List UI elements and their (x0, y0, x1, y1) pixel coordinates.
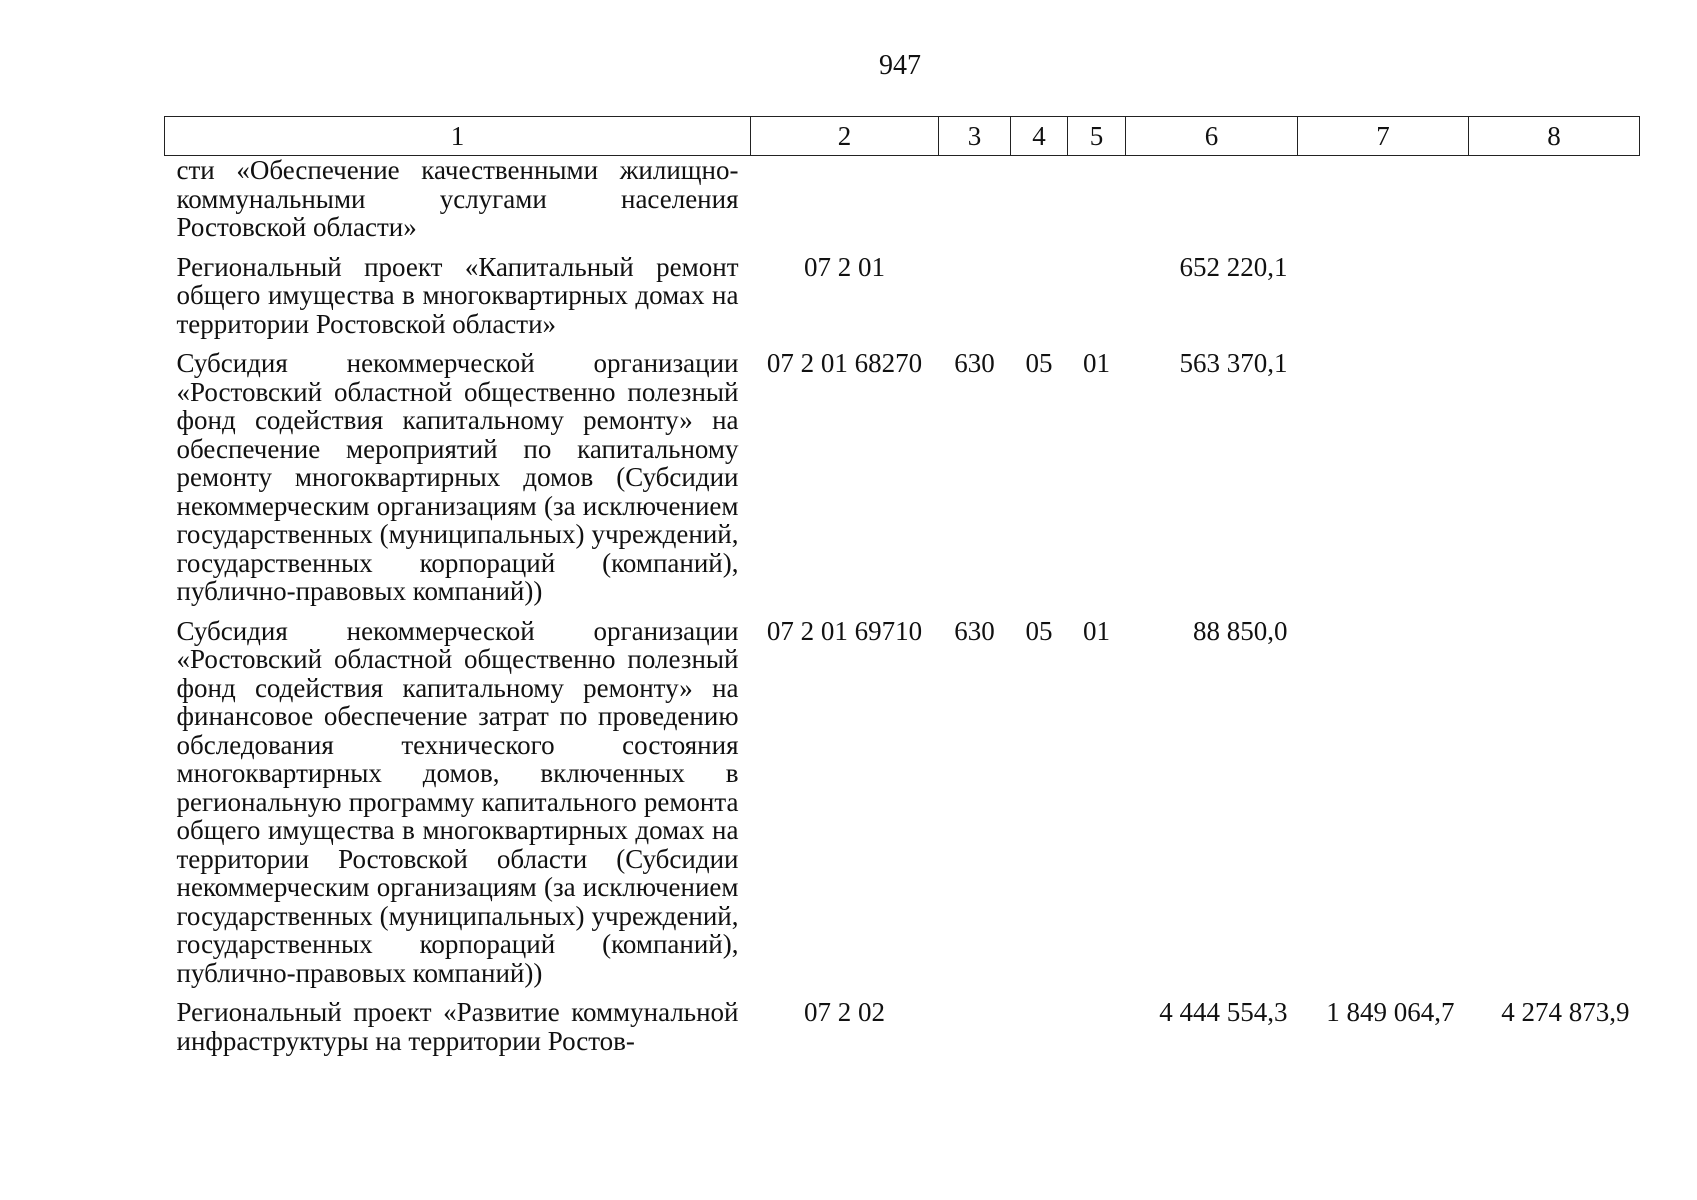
row-subsection (1068, 253, 1126, 350)
table-row (165, 349, 1640, 617)
row-description: Субсидия некоммерческой организации «Ростовский областной общественно полезный фонд содействия капитальному ремонту» на финансовое обеспечение затрат по проведению обследования технического состояния многоквартирных домов, включенных в региональную программу капитального ремонта общего имущества в многоквартирных домах на территории Ростовской области (Субсидии некоммерческим организациям (за исключением государственных (муниципальных) учреждений, государственных корпораций (компаний), публично-правовых компаний)) (176, 615, 739, 988)
row-subsection: 01 (1083, 615, 1110, 646)
row-amount-col7: 1 849 064,7 (1326, 997, 1455, 1027)
row-amount-col6: 652 220,1 (1179, 251, 1288, 282)
row-amount-col6: 88 850,0 (1193, 615, 1288, 646)
budget-table (164, 116, 1640, 1066)
row-target-code: 07 2 01 (804, 251, 885, 282)
row-expense-type: 630 (954, 348, 995, 378)
row-amount-col6 (1126, 156, 1298, 253)
column-header-1: 1 (165, 117, 751, 156)
row-amount-col7 (1298, 349, 1469, 617)
column-header-3: 3 (939, 117, 1011, 156)
column-header-7: 7 (1298, 117, 1469, 156)
row-expense-type (939, 998, 1011, 1066)
row-subsection (1068, 156, 1126, 253)
row-amount-col6: 563 370,1 (1179, 348, 1288, 378)
row-subsection: 01 (1083, 348, 1110, 378)
row-target-code: 07 2 02 (804, 997, 885, 1027)
row-target-code (751, 156, 939, 253)
row-amount-col8 (1469, 253, 1640, 350)
row-expense-type: 630 (954, 615, 995, 646)
row-target-code: 07 2 01 68270 (766, 348, 923, 378)
row-amount-col7 (1298, 253, 1469, 350)
row-section: 05 (1025, 348, 1053, 378)
row-description: сти «Обеспечение качественными жилищно-коммунальными услугами населения Ростовской области» (176, 155, 739, 242)
row-amount-col8 (1469, 617, 1640, 999)
row-section: 05 (1025, 615, 1053, 646)
table-row (165, 998, 1640, 1066)
table-row (165, 156, 1640, 253)
row-description: Региональный проект «Капитальный ремонт общего имущества в многоквартирных домах на территории Ростовской области» (176, 251, 739, 339)
row-description: Региональный проект «Развитие коммунальной инфраструктуры на территории Ростов- (176, 997, 739, 1056)
column-header-5: 5 (1068, 117, 1126, 156)
row-expense-type (939, 156, 1011, 253)
row-amount-col8 (1469, 349, 1640, 617)
column-header-4: 4 (1011, 117, 1068, 156)
row-section (1011, 253, 1068, 350)
page-number: 947 (879, 50, 921, 81)
row-amount-col8 (1469, 156, 1640, 253)
row-description: Субсидия некоммерческой организации «Ростовский областной общественно полезный фонд содействия капитальному ремонту» на обеспечение мероприятий по капитальному ремонту многоквартирных домов (Субсидии некоммерческим организациям (за исключением государственных (муниципальных) учреждений, государственных корпораций (компаний), публично-правовых компаний)) (176, 348, 739, 606)
column-header-6: 6 (1126, 117, 1298, 156)
row-amount-col6: 4 444 554,3 (1159, 997, 1288, 1027)
row-amount-col7 (1298, 617, 1469, 999)
table-row (165, 617, 1640, 999)
row-target-code: 07 2 01 69710 (766, 615, 923, 646)
row-section (1011, 998, 1068, 1066)
row-expense-type (939, 253, 1011, 350)
table-row (165, 253, 1640, 350)
row-amount-col7 (1298, 156, 1469, 253)
column-header-8: 8 (1469, 117, 1640, 156)
table-header-row (165, 117, 1640, 156)
row-section (1011, 156, 1068, 253)
row-subsection (1068, 998, 1126, 1066)
row-amount-col8: 4 274 873,9 (1501, 997, 1630, 1027)
column-header-2: 2 (751, 117, 939, 156)
